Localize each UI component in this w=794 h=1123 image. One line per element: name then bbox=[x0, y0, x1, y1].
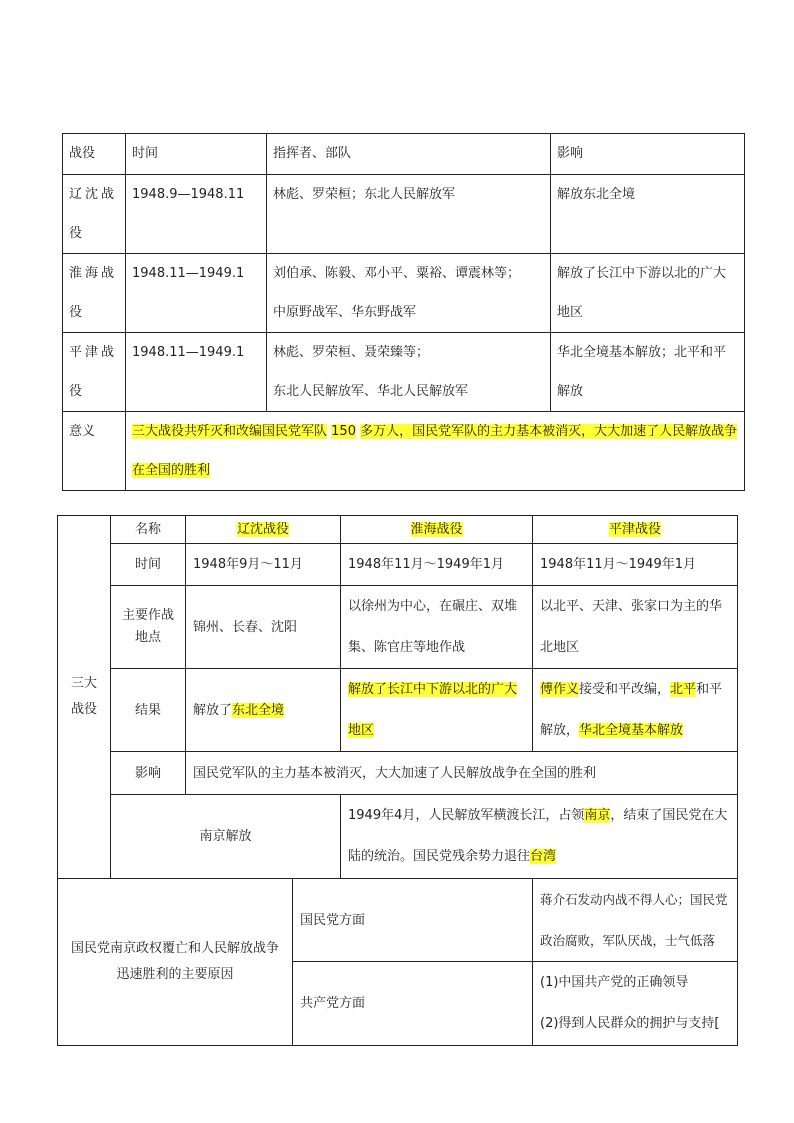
highlight: 东北全境 bbox=[232, 702, 285, 718]
battle-commanders bbox=[267, 254, 551, 333]
col-header-name: 名称 bbox=[111, 516, 186, 544]
result-text: 解放了 bbox=[193, 702, 233, 718]
battle-header bbox=[341, 516, 533, 544]
cpc-reason: (1)中国共产党的正确领导 bbox=[540, 975, 689, 990]
highlight: 台湾 bbox=[530, 849, 557, 864]
cpc-label: 共产党方面 bbox=[293, 962, 533, 1046]
highlight: 150 bbox=[331, 424, 356, 439]
header-commanders: 指挥者、部队 bbox=[267, 134, 551, 175]
table-row bbox=[58, 544, 738, 586]
table-row bbox=[58, 752, 738, 795]
result-text: 和平解放， bbox=[540, 682, 723, 738]
battle-time: 1948.11—1949.1 bbox=[126, 254, 267, 333]
battle-impact: 解放了长江中下游以北的广大地区 bbox=[551, 254, 745, 333]
battle-result bbox=[186, 669, 341, 752]
battle-area: 以北平、天津、张家口为主的华北地区 bbox=[533, 586, 738, 669]
battle-commanders: 林彪、罗荣桓；东北人民解放军 bbox=[267, 175, 551, 254]
table-row bbox=[58, 669, 738, 752]
highlight: 辽沈战役 bbox=[237, 521, 290, 537]
battle-area: 锦州、长春、沈阳 bbox=[186, 586, 341, 669]
impact-text: 国民党军队的主力基本被消灭，大大加速了人民解放战争在全国的胜利 bbox=[186, 752, 738, 795]
header-battle: 战役 bbox=[63, 134, 126, 175]
battle-impact: 解放东北全境 bbox=[551, 175, 745, 254]
kmt-label: 国民党方面 bbox=[293, 879, 533, 962]
table-row bbox=[58, 795, 738, 879]
highlight: 傅作义 bbox=[540, 682, 580, 697]
battle-header bbox=[186, 516, 341, 544]
battle-time: 1948.9—1948.11 bbox=[126, 175, 267, 254]
battle-name: 平津战役 bbox=[63, 333, 126, 412]
battles-summary-table bbox=[62, 133, 745, 491]
time-label: 时间 bbox=[111, 544, 186, 586]
cpc-text bbox=[533, 962, 738, 1046]
battle-time: 1948年9月～11月 bbox=[186, 544, 341, 586]
commanders-line: 林彪、罗荣桓、聂荣臻等； bbox=[273, 345, 430, 360]
commanders-line: 刘伯承、陈毅、邓小平、粟裕、谭震林等； bbox=[273, 266, 521, 281]
kmt-text: 蒋介石发动内战不得人心；国民党政治腐败，军队厌战，士气低落 bbox=[533, 879, 738, 962]
result-text: 接受和平改编， bbox=[579, 682, 671, 697]
impact-label: 影响 bbox=[111, 752, 186, 795]
result-label: 结果 bbox=[111, 669, 186, 752]
battle-header bbox=[533, 516, 738, 544]
battle-area: 以徐州为中心，在碾庄、双堆集、陈官庄等地作战 bbox=[341, 586, 533, 669]
nanjing-text-part: ，结束了国民党在大陆的统治。国民党残余势力退往 bbox=[348, 808, 728, 864]
commanders-line: 中原野战军、华东野战军 bbox=[273, 305, 417, 320]
battle-commanders bbox=[267, 333, 551, 412]
highlight: 淮海战役 bbox=[410, 521, 463, 537]
nanjing-label: 南京解放 bbox=[111, 795, 341, 879]
table-row bbox=[58, 879, 738, 962]
highlight: 解放了长江中下游以北的广大地区 bbox=[348, 682, 518, 738]
nanjing-text bbox=[341, 795, 738, 879]
battle-time: 1948年11月～1949年1月 bbox=[341, 544, 533, 586]
table-row bbox=[63, 134, 745, 175]
highlight: 平津战役 bbox=[609, 521, 662, 537]
nanjing-text-part: 1949年4月，人民解放军横渡长江，占领 bbox=[348, 808, 585, 823]
table-row bbox=[58, 586, 738, 669]
cpc-reason: (2)得到人民群众的拥护与支持[ bbox=[540, 1016, 720, 1031]
significance-text bbox=[126, 412, 745, 491]
battle-impact: 华北全境基本解放；北平和平解放 bbox=[551, 333, 745, 412]
battle-time: 1948年11月～1949年1月 bbox=[533, 544, 738, 586]
table-row bbox=[63, 254, 745, 333]
highlight: 三大战役共歼灭和改编国民党军队 bbox=[132, 424, 328, 439]
header-time: 时间 bbox=[126, 134, 267, 175]
table-row bbox=[63, 412, 745, 491]
reasons-label: 国民党南京政权覆亡和人民解放战争迅速胜利的主要原因 bbox=[58, 879, 293, 1046]
group-label: 三大战役 bbox=[58, 516, 111, 879]
three-battles-table bbox=[57, 515, 738, 1046]
commanders-line: 东北人民解放军、华北人民解放军 bbox=[273, 384, 469, 399]
significance-label: 意义 bbox=[63, 412, 126, 491]
battle-name: 淮海战役 bbox=[63, 254, 126, 333]
table-row bbox=[58, 516, 738, 544]
header-impact: 影响 bbox=[551, 134, 745, 175]
battle-name: 辽沈战役 bbox=[63, 175, 126, 254]
area-label: 主要作战地点 bbox=[111, 586, 186, 669]
table-row bbox=[63, 333, 745, 412]
highlight: 多万人，国民党军队的主力基本被消灭，大大加速了人民解放战争在全国的胜利 bbox=[132, 424, 738, 478]
table-row bbox=[63, 175, 745, 254]
highlight: 华北全境基本解放 bbox=[579, 723, 684, 738]
battle-result bbox=[533, 669, 738, 752]
highlight: 南京 bbox=[584, 808, 611, 823]
battle-time: 1948.11—1949.1 bbox=[126, 333, 267, 412]
battle-result bbox=[341, 669, 533, 752]
highlight: 北平 bbox=[670, 682, 697, 697]
